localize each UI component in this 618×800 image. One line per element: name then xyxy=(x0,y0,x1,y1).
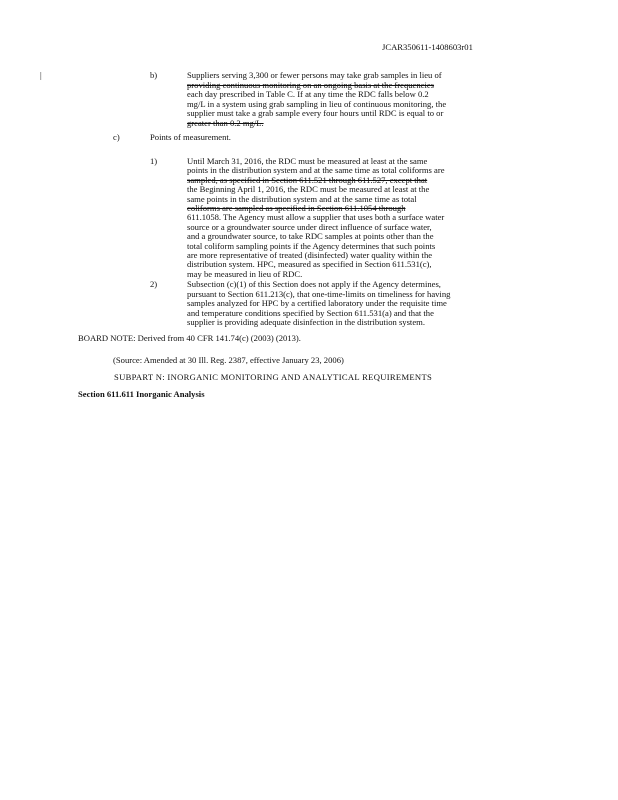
item-c2-label: 2) xyxy=(150,279,158,289)
text-line: the Beginning April 1, 2016, the RDC must be measured at least at the xyxy=(187,184,430,195)
text-line: supplier is providing adequate disinfection in the distribution system. xyxy=(187,317,425,328)
text-line: points in the distribution system and at the same time as total coliforms are xyxy=(187,165,445,176)
text-line: each day prescribed in Table C. If at any time the RDC falls below 0.2 xyxy=(187,89,429,100)
text-line: supplier must take a grab sample every four hours until RDC is equal to or xyxy=(187,108,444,119)
text-line: source or a groundwater source under direct influence of surface water, xyxy=(187,221,432,232)
text-line: are more representative of treated (disinfected) water quality within the xyxy=(187,250,433,260)
text-line: greater than 0.2 mg/L. xyxy=(187,118,264,128)
text-line: samples analyzed for HPC by a certified laboratory under the requisite time xyxy=(187,298,447,309)
text-line: 611.1058. The Agency must allow a supplier that uses both a surface water xyxy=(187,212,445,223)
subpart-heading: SUBPART N: INORGANIC MONITORING AND ANALYTICAL REQUIREMENTS xyxy=(114,372,433,382)
text-line: mg/L in a system using grab sampling in lieu of continuous monitoring, the xyxy=(187,98,447,109)
item-b-label: b) xyxy=(150,70,158,80)
text-line: same points in the distribution system and at the same time as total xyxy=(187,193,417,204)
text-line: may be measured in lieu of RDC. xyxy=(187,268,303,279)
text-line: and temperature conditions specified by Section 611.531(a) and that the xyxy=(187,307,434,318)
item-c-title: Points of measurement. xyxy=(150,132,231,142)
text-line: distribution system. HPC, measured as specified in Section 611.531(c), xyxy=(187,259,432,270)
text-line: Subsection (c)(1) of this Section does not apply if the Agency determines, xyxy=(187,279,441,289)
margin-mark: | xyxy=(40,70,42,80)
text-line: Until March 31, 2016, the RDC must be measured at least at the same xyxy=(187,156,428,166)
text-line: Suppliers serving 3,300 or fewer persons may take grab samples in lieu of xyxy=(187,70,442,80)
section-heading: Section 611.611 Inorganic Analysis xyxy=(78,389,205,399)
text-line: sampled, as specified in Section 611.521 through 611.527, except that xyxy=(187,174,428,185)
item-c1-label: 1) xyxy=(150,156,158,166)
text-line: and a groundwater source, to take RDC samples at points other than the xyxy=(187,231,434,242)
document-id: JCAR350611-1408603r01 xyxy=(382,42,473,52)
item-c-label: c) xyxy=(113,132,120,142)
text-line: total coliform sampling points if the Agency determines that such points xyxy=(187,240,436,251)
text-line: pursuant to Section 611.213(c), that one-time-limits on timeliness for having xyxy=(187,288,451,299)
text-line: coliforms are sampled as specified in Section 611.1054 through xyxy=(187,203,406,213)
board-note: BOARD NOTE: Derived from 40 CFR 141.74(c) (2003) (2013). xyxy=(78,333,301,343)
source-note: (Source: Amended at 30 Ill. Reg. 2387, effective January 23, 2006) xyxy=(113,355,344,365)
text-line: providing continuous monitoring on an ongoing basis at the frequencies xyxy=(187,79,435,90)
